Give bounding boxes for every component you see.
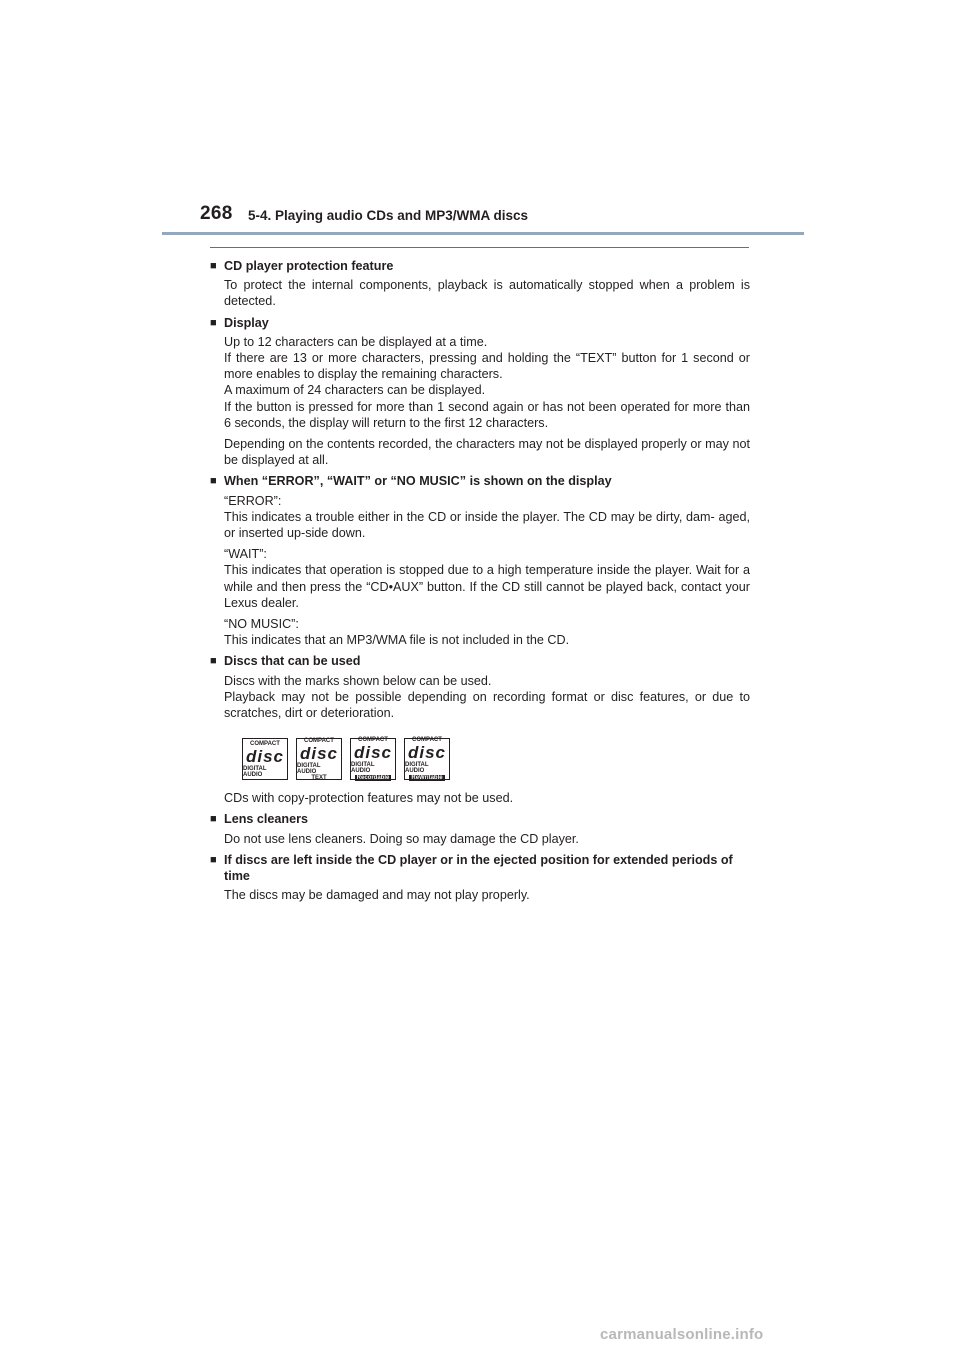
nomusic-label: “NO MUSIC”: <box>224 617 299 632</box>
page-header <box>0 0 960 240</box>
logo-top: COMPACT <box>304 737 334 744</box>
paragraph: CDs with copy-protection features may not be used. <box>224 791 514 806</box>
text-line: Discs with the marks shown below can be used. <box>224 673 492 688</box>
section-heading <box>210 811 750 827</box>
error-label: “ERROR”: <box>224 493 282 508</box>
paragraph: The discs may be damaged and may not play properly. <box>224 888 530 903</box>
content <box>210 258 750 909</box>
logo-big: disc <box>353 743 393 763</box>
paragraph <box>224 546 750 611</box>
disc-logos <box>224 726 750 790</box>
section-title: 5-4. Playing audio CDs and MP3/WMA discs <box>248 208 529 223</box>
logo-tag: TEXT <box>311 774 327 781</box>
text-line: If there are 13 or more characters, pressing and holding the “TEXT” button for 1 second or more enables to display the remaining characters. <box>224 351 750 382</box>
content-rule <box>210 247 749 248</box>
logo-sub: DIGITAL AUDIO <box>243 765 267 778</box>
text-line: If the button is pressed for more than 1 second again or has not been operated for more than 6 seconds, the display will return to the first 12 characters. <box>224 399 750 430</box>
section-body <box>210 277 750 309</box>
square-bullet-icon: ■ <box>210 475 217 488</box>
paragraph <box>224 673 750 722</box>
logo-big: disc <box>407 743 447 763</box>
heading-text: Display <box>224 315 269 330</box>
square-bullet-icon: ■ <box>210 813 217 826</box>
logo-top: COMPACT <box>250 740 280 747</box>
wait-text: This indicates that operation is stopped due to a high temperature inside the player. Wait for a while and then press the “CD•AUX” button. If the CD still cannot be played back, contact your Lexus dealer. <box>224 563 750 610</box>
logo-tag: Recordable <box>356 775 390 782</box>
section-heading <box>210 852 750 884</box>
heading-text: Lens cleaners <box>224 812 309 827</box>
logo-sub: DIGITAL AUDIO <box>297 762 321 775</box>
section-usable-discs <box>210 653 750 806</box>
page-number: 268 <box>200 203 233 224</box>
paragraph <box>224 334 750 431</box>
section-heading <box>210 315 750 331</box>
square-bullet-icon: ■ <box>210 260 217 272</box>
logo-big: disc <box>299 743 339 763</box>
compact-disc-text-logo <box>296 738 342 780</box>
compact-disc-digital-audio-logo <box>242 738 288 780</box>
square-bullet-icon: ■ <box>210 655 217 668</box>
compact-disc-rewritable-logo <box>404 738 450 780</box>
section-heading <box>210 473 750 489</box>
header-rule <box>162 232 804 235</box>
paragraph: Do not use lens cleaners. Doing so may damage the CD player. <box>224 831 579 846</box>
section-display <box>210 315 750 469</box>
section-body <box>210 673 750 807</box>
logo-top: COMPACT <box>412 737 442 744</box>
paragraph: To protect the internal components, playback is automatically stopped when a problem is detected. <box>224 278 750 309</box>
wait-label: “WAIT”: <box>224 547 267 562</box>
logo-top: COMPACT <box>358 737 388 744</box>
logo-tag: ReWritable <box>411 775 443 782</box>
text-line: Up to 12 characters can be displayed at a time. <box>224 334 488 349</box>
section-discs-left-inside <box>210 852 750 904</box>
logo-sub: DIGITAL AUDIO <box>405 762 429 775</box>
square-bullet-icon: ■ <box>210 316 217 329</box>
paragraph <box>224 493 750 542</box>
paragraph <box>224 616 750 648</box>
logo-big: disc <box>245 746 285 766</box>
paragraph: Depending on the contents recorded, the characters may not be displayed properly or may not be displayed at all. <box>224 437 750 468</box>
error-text: This indicates a trouble either in the CD or inside the player. The CD may be dirty, dam- aged, or inserted up-side down. <box>224 509 750 541</box>
text-line: A maximum of 24 characters can be displayed. <box>224 383 486 398</box>
heading-text: When “ERROR”, “WAIT” or “NO MUSIC” is shown on the display <box>224 474 612 489</box>
section-body <box>210 493 750 649</box>
watermark: carmanualsonline.info <box>600 1326 764 1343</box>
section-error-messages <box>210 473 750 648</box>
section-body <box>210 887 750 903</box>
text-line: Playback may not be possible depending on recording format or disc features, or due to scratches, dirt or deterioration. <box>224 689 750 721</box>
heading-text: If discs are left inside the CD player or in the ejected position for extended periods of time <box>224 852 733 884</box>
section-heading <box>210 653 750 669</box>
section-body <box>210 831 750 847</box>
section-heading <box>210 258 750 274</box>
section-body <box>210 334 750 469</box>
square-bullet-icon: ■ <box>210 853 217 866</box>
nomusic-text: This indicates that an MP3/WMA file is not included in the CD. <box>224 633 570 648</box>
heading-text: CD player protection feature <box>224 259 394 273</box>
section-lens-cleaners <box>210 811 750 846</box>
heading-text: Discs that can be used <box>224 654 361 669</box>
logo-sub: DIGITAL AUDIO <box>351 762 375 775</box>
section-cd-protection <box>210 258 750 310</box>
compact-disc-recordable-logo <box>350 738 396 780</box>
